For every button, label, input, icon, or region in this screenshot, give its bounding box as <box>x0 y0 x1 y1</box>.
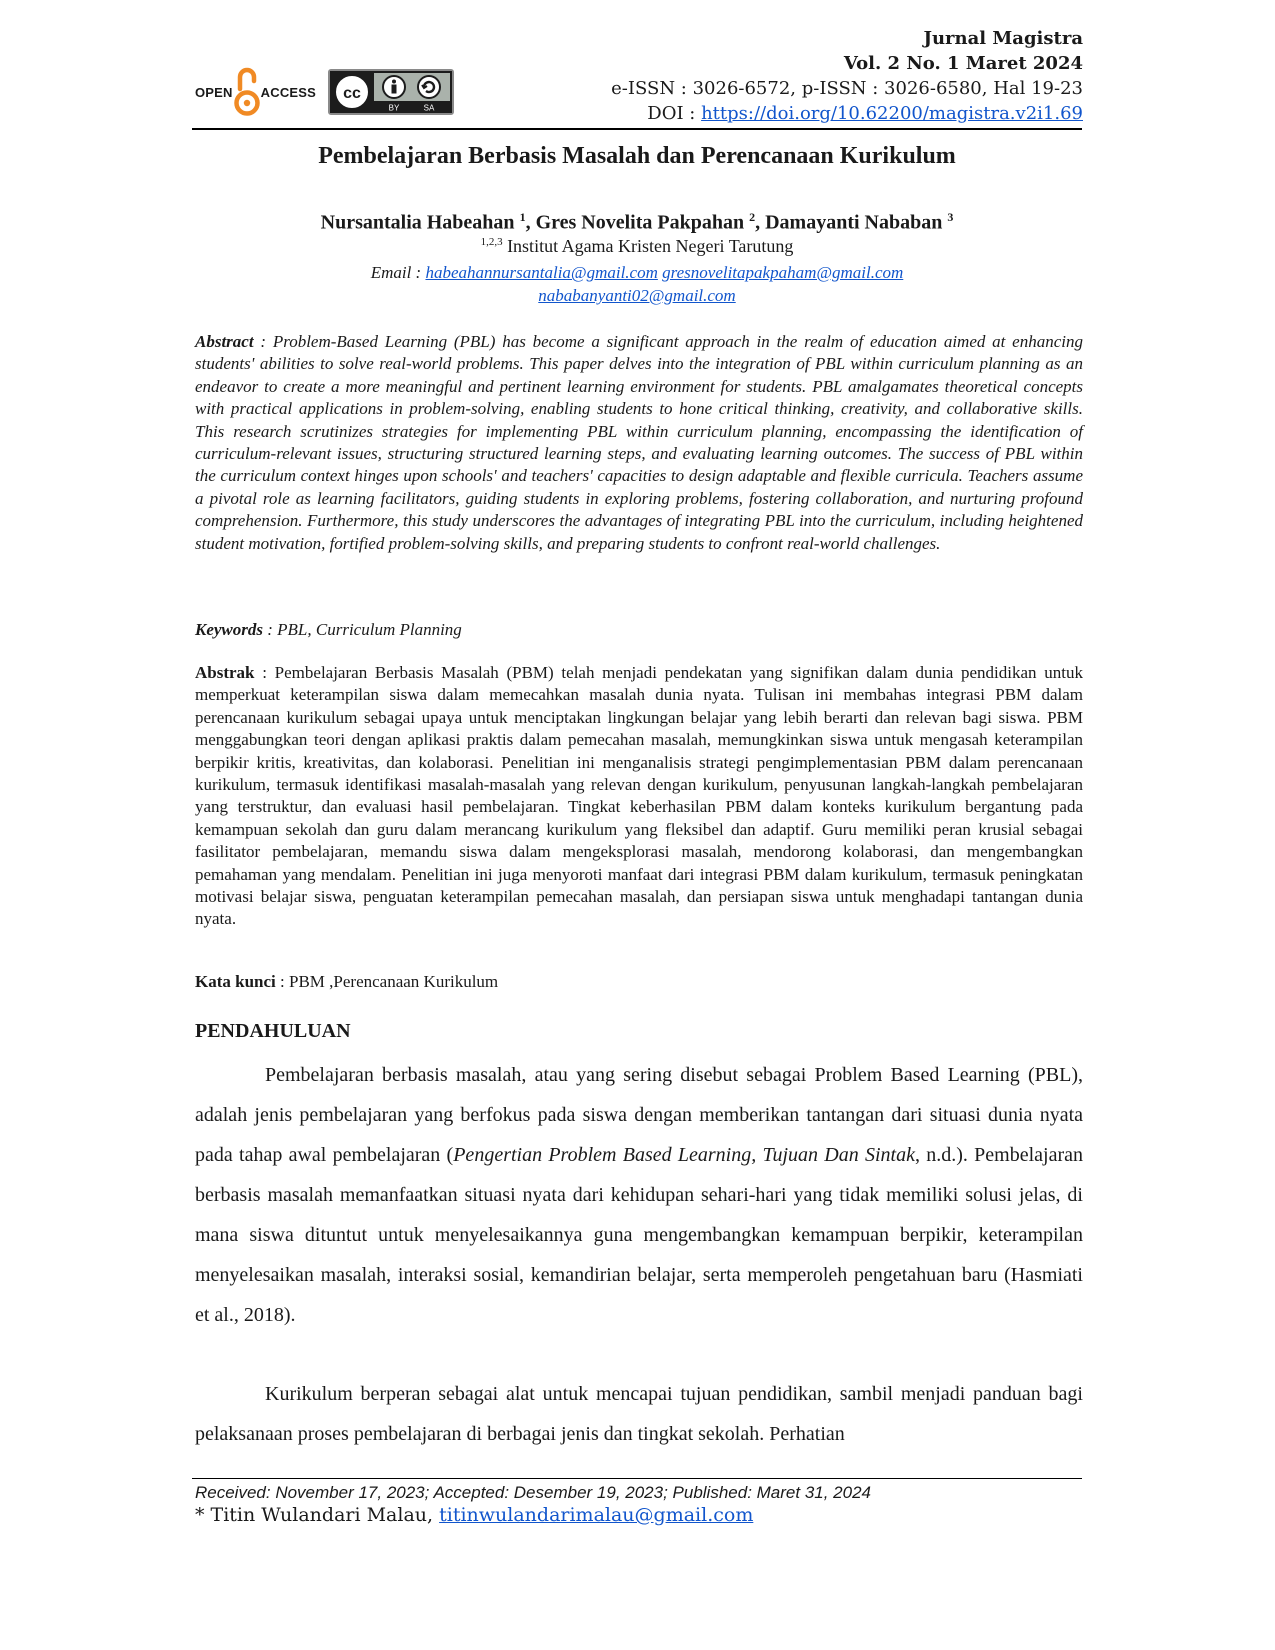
email-link[interactable]: nababanyanti02@gmail.com <box>538 286 736 305</box>
body-paragraph <box>195 1055 1083 1335</box>
cc-license-icon <box>330 71 452 113</box>
doi-link[interactable]: https://doi.org/10.62200/magistra.v2i1.69 <box>701 103 1083 124</box>
paragraph-text: Pembelajaran berbasis masalah, atau yang sering disebut sebagai Problem Based Learning (PBL), adalah jenis pembelajaran yang berfokus pada siswa dengan memberikan tantangan dari situasi dunia nyata pada tahap awal pembelajaran ( <box>195 1064 1083 1166</box>
author-name: Nursantalia Habeahan <box>320 211 520 234</box>
abstract-english <box>195 331 1083 555</box>
email-label: Email : <box>370 263 426 282</box>
journal-volume: Vol. 2 No. 1 Maret 2024 <box>843 53 1083 74</box>
email-block <box>192 261 1082 307</box>
doi-label: DOI : <box>647 103 702 124</box>
email-link[interactable]: gresnovelitapakpaham@gmail.com <box>662 263 904 282</box>
citation-title: Pengertian Problem Based Learning, Tujuan Dan Sintak <box>453 1144 915 1166</box>
affiliation <box>192 236 1082 257</box>
author-affiliation-number: 3 <box>947 210 954 224</box>
open-access-left: OPEN <box>195 84 233 100</box>
email-link[interactable]: habeahannursantalia@gmail.com <box>425 263 658 282</box>
journal-header <box>195 26 1083 130</box>
author-affiliation-number: 1 <box>519 210 526 224</box>
corresponding-email-link[interactable]: titinwulandarimalau@gmail.com <box>439 1504 754 1526</box>
author-name: Gres Novelita Pakpahan <box>535 211 750 234</box>
paper-title: Pembelajaran Berbasis Masalah dan Perencanaan Kurikulum <box>318 143 956 169</box>
abstrak-text: : Pembelajaran Berbasis Masalah (PBM) telah menjadi pendekatan yang signifikan dalam dunia pendidikan untuk memperkuat keterampilan siswa dalam memecahkan masalah dunia nyata. Tulisan ini membahas integrasi PBM dalam perencanaan kurikulum sebagai upaya untuk menciptakan lingkungan belajar yang lebih berarti dan relevan bagi siswa. PBM menggabungkan teori dengan aplikasi praktis dalam pemecahan masalah, memungkinkan siswa untuk mengasah keterampilan berpikir kritis, kreativitas, dan kolaborasi. Penelitian ini menganalisis strategi pengimplementasian PBM dalam perencanaan kurikulum, termasuk identifikasi masalah-masalah yang relevan dengan kurikulum, penyusunan langkah-langkah pembelajaran yang terstruktur, dan evaluasi hasil pembelajaran. Tingkat keberhasilan PBM dalam konteks kurikulum bergantung pada kemampuan sekolah dan guru dalam merancang kurikulum yang fleksibel dan adaptif. Guru memiliki peran krusial sebagai fasilitator pembelajaran, memandu siswa dalam mengeksplorasi masalah, mendorong kolaborasi, dan mengembangkan pemahaman yang mendalam. Penelitian ini juga menyoroti manfaat dari integrasi PBM dalam kurikulum, termasuk peningkatan motivasi belajar siswa, penguatan keterampilan pemecahan masalah, dan persiapan siswa untuk menghadapi tantangan dunia nyata. <box>195 663 1083 929</box>
kata-kunci-label: Kata kunci <box>195 972 276 991</box>
author-list <box>192 210 1082 235</box>
journal-info <box>611 26 1083 126</box>
keywords <box>195 619 1083 641</box>
logo-group <box>195 64 454 120</box>
kata-kunci <box>195 971 1083 993</box>
abstract-indonesian <box>195 662 1083 931</box>
author-affiliation-number: 2 <box>749 210 756 224</box>
author-name: Damayanti Nababan <box>765 211 948 234</box>
kata-kunci-text: : PBM ,Perencanaan Kurikulum <box>275 972 499 991</box>
paragraph-text: , n.d.). Pembelajaran berbasis masalah memanfaatkan situasi nyata dari kehidupan sehari-hari yang tidak memiliki solusi jelas, di mana siswa dituntut untuk menyelesaikannya guna mengembangkan kemampuan berpikir, keterampilan menyelesaikan masalah, interaksi sosial, kemandirian belajar, serta memperoleh pengetahuan baru (Hasmiati et al., 2018). <box>195 1144 1083 1326</box>
affiliation-name: Institut Agama Kristen Negeri Tarutung <box>502 236 794 256</box>
footer-divider <box>192 1478 1082 1479</box>
journal-doi <box>611 101 1083 126</box>
cc-by-label: BY <box>388 103 400 113</box>
received-dates: Received: November 17, 2023; Accepted: Desember 19, 2023; Published: Maret 31, 2024 <box>195 1483 871 1502</box>
author-separator: , <box>525 211 536 234</box>
author-separator: , <box>755 211 766 234</box>
cc-by-sa-license-badge <box>328 69 454 115</box>
body-paragraph <box>195 1374 1083 1454</box>
open-access-right: ACCESS <box>260 84 317 100</box>
keywords-label: Keywords <box>195 620 263 639</box>
corresponding-author <box>195 1504 753 1526</box>
abstrak-label: Abstrak <box>195 663 255 682</box>
corresponding-author-name: * Titin Wulandari Malau, <box>195 1504 440 1526</box>
cc-sa-label: SA <box>423 103 435 113</box>
keywords-text: : PBL, Curriculum Planning <box>263 620 462 639</box>
journal-name: Jurnal Magistra <box>923 28 1083 49</box>
svg-text:cc: cc <box>343 85 361 102</box>
abstract-text: : Problem-Based Learning (PBL) has become a significant approach in the realm of education aimed at enhancing students' abilities to solve real-world problems. This paper delves into the integration of PBL within curriculum planning as an endeavor to create a more meaningful and pertinent learning environment for students. PBL amalgamates theoretical concepts with practical applications in problem-solving, enabling students to hone critical thinking, creativity, and collaborative skills. This research scrutinizes strategies for implementing PBL within curriculum planning, encompassing the identification of curriculum-relevant issues, structuring structured learning steps, and evaluating learning outcomes. The success of PBL within the curriculum context hinges upon schools' and teachers' capacities to design adaptable and flexible curricula. Teachers assume a pivotal role as learning facilitators, guiding students in exploring problems, fostering collaboration, and nurturing profound comprehension. Furthermore, this study underscores the advantages of integrating PBL into the curriculum, including heightened student motivation, fortified problem-solving skills, and preparing students to confront real-world challenges. <box>195 332 1083 553</box>
section-heading: PENDAHULUAN <box>195 1020 351 1042</box>
abstract-label: Abstract <box>195 332 254 351</box>
open-access-logo <box>195 65 316 119</box>
paragraph-text: Kurikulum berperan sebagai alat untuk mencapai tujuan pendidikan, sambil menjadi panduan bagi pelaksanaan proses pembelajaran di berbagai jenis dan tingkat sekolah. Perhatian <box>195 1383 1083 1445</box>
header-divider <box>192 128 1082 130</box>
journal-issn: e-ISSN : 3026-6572, p-ISSN : 3026-6580, Hal 19-23 <box>611 78 1083 99</box>
affiliation-numbers: 1,2,3 <box>480 236 503 248</box>
open-access-lock-icon <box>234 65 260 119</box>
